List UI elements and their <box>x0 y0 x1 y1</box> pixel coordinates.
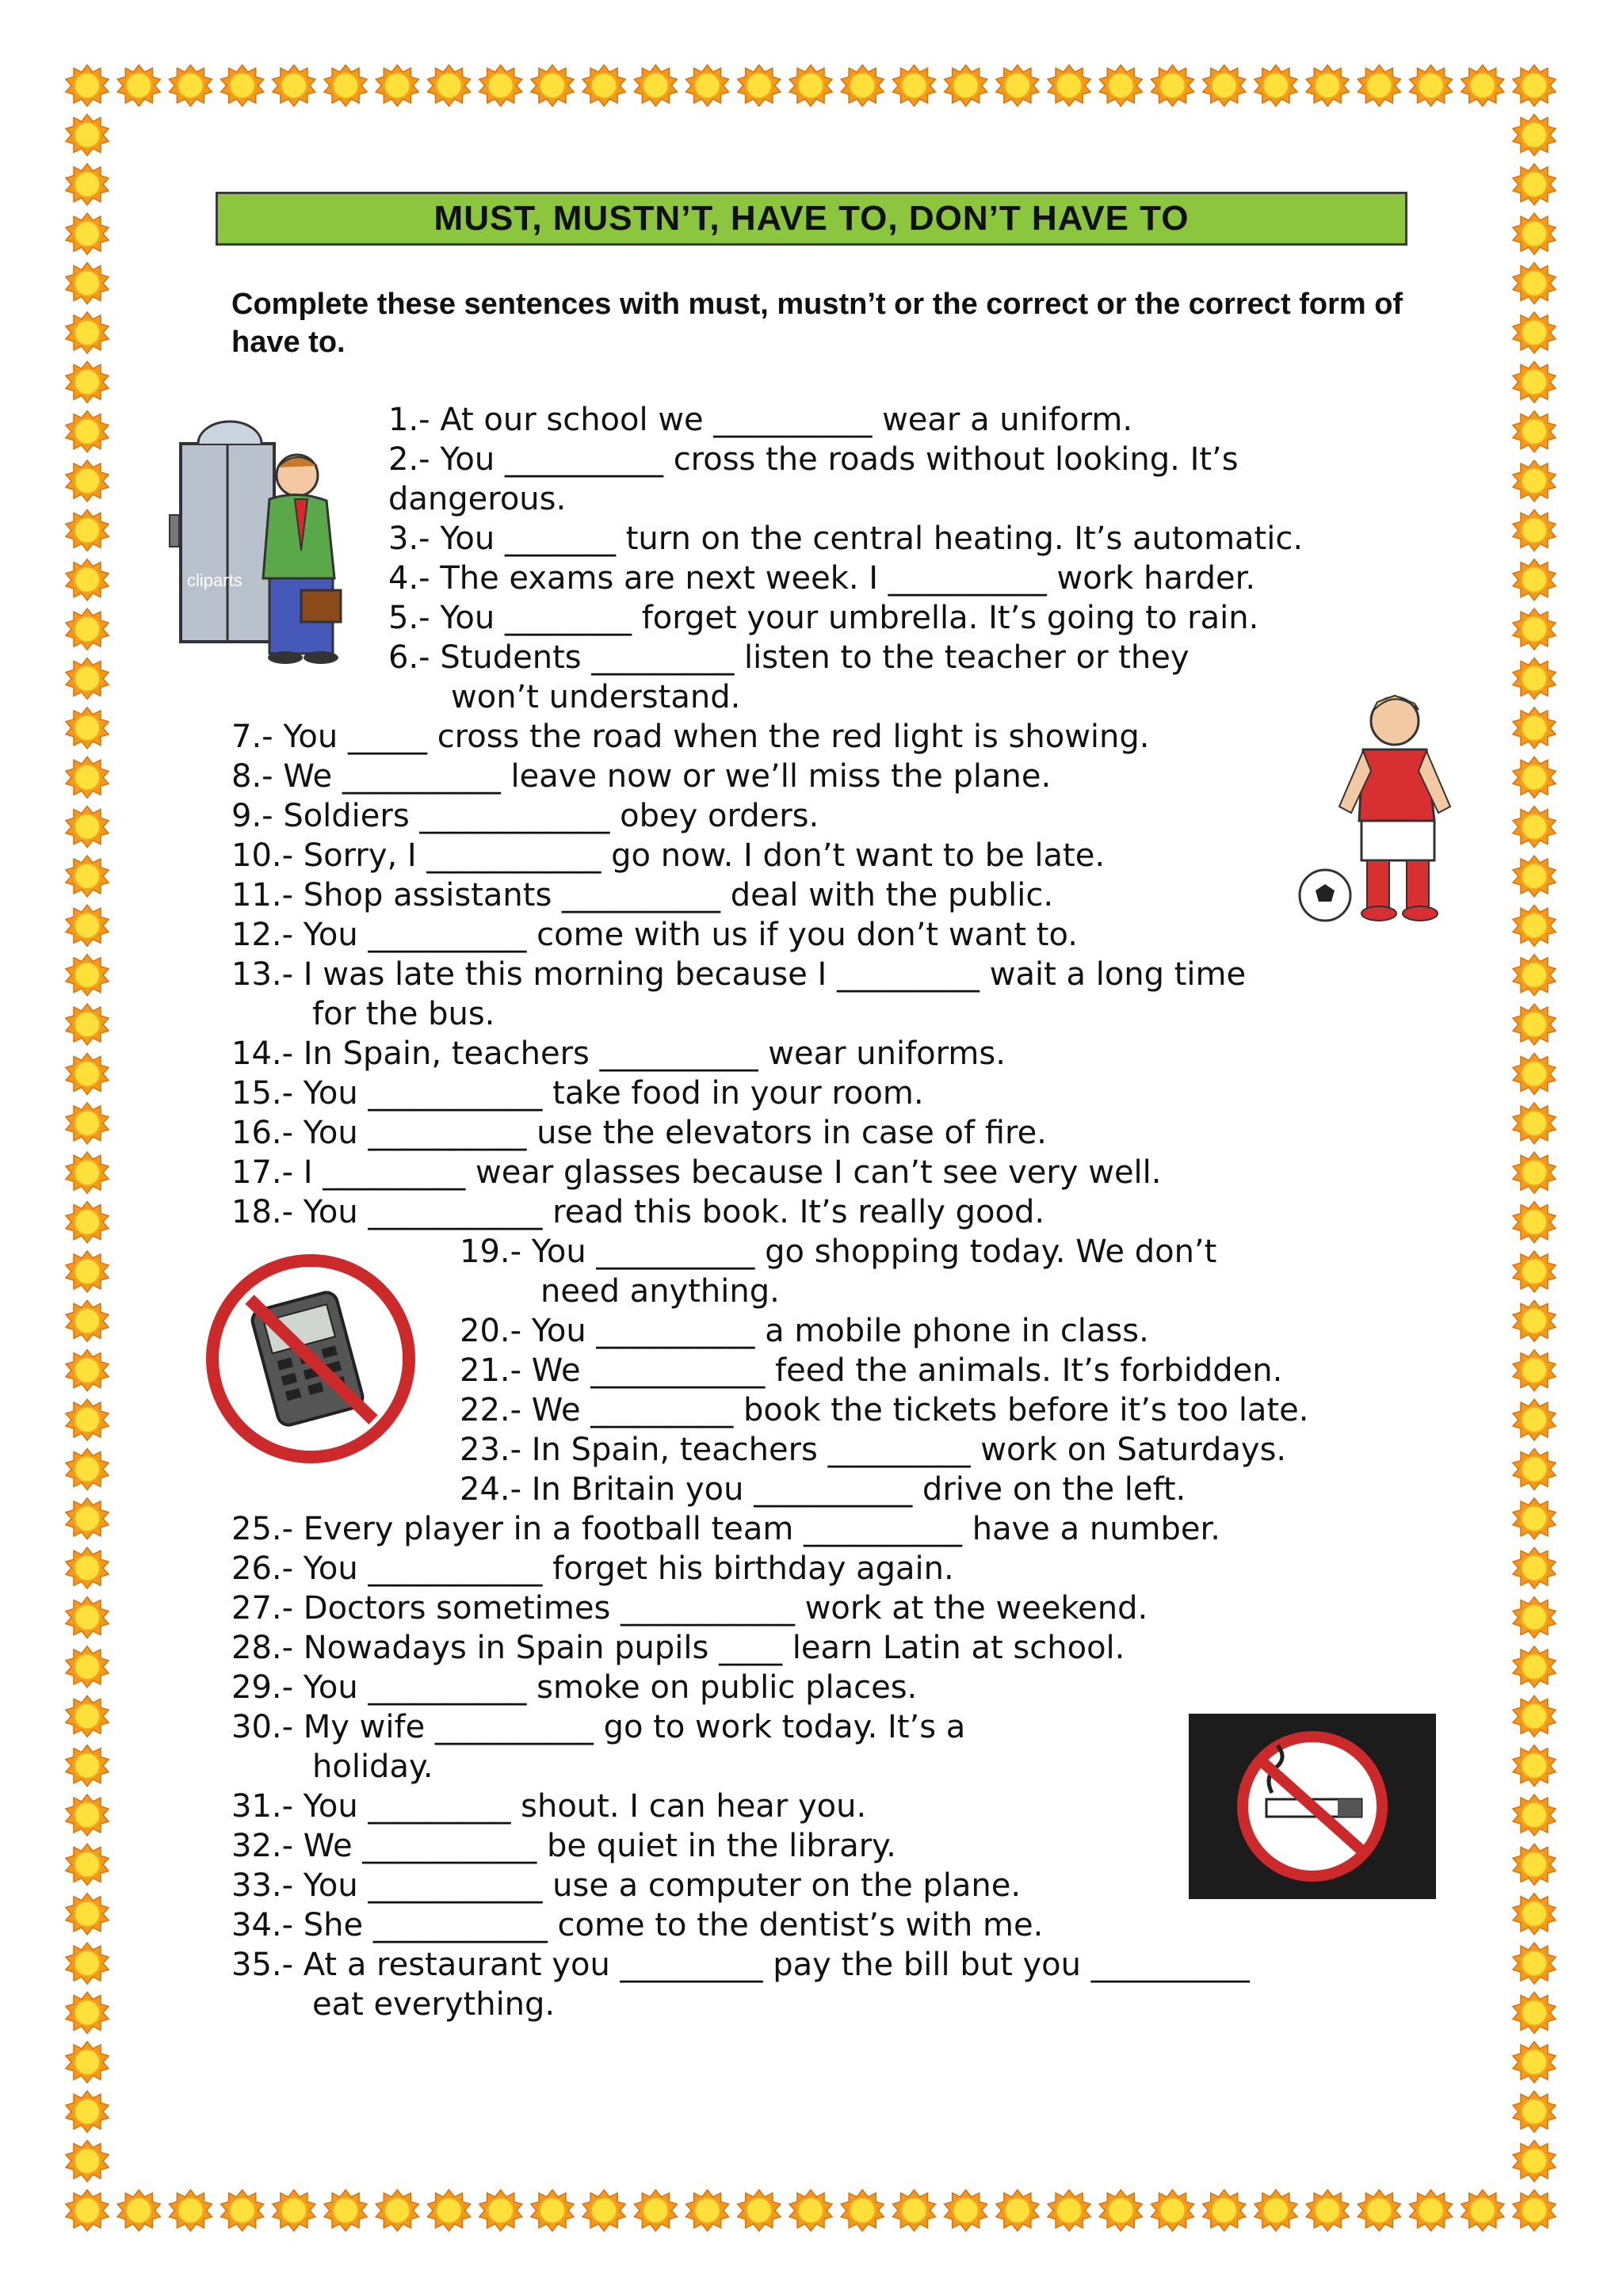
clipart-watermark: cliparts <box>187 570 242 590</box>
footballer-clipart <box>1292 688 1482 933</box>
sentence-line: 10.- Sorry, I ___________ go now. I don’t want to be late. <box>231 837 1106 874</box>
sentence-line: for the bus. <box>312 996 495 1032</box>
sentence-line: 14.- In Spain, teachers __________ wear uniforms. <box>231 1035 1006 1072</box>
sentence-line: 11.- Shop assistants __________ deal with the public. <box>231 877 1054 913</box>
no-smoking-sign <box>1189 1714 1436 1899</box>
sentence-line: 3.- You _______ turn on the central heating. It’s automatic. <box>388 521 1304 557</box>
sentence-line: 5.- You ________ forget your umbrella. It’s going to rain. <box>388 600 1259 636</box>
sentence-line: 26.- You ___________ forget his birthday again. <box>231 1550 954 1587</box>
title-box <box>216 192 1407 246</box>
sentence-line: 9.- Soldiers ____________ obey orders. <box>231 798 819 834</box>
sentence-line: 28.- Nowadays in Spain pupils ____ learn Latin at school. <box>231 1630 1125 1666</box>
office-man-clipart <box>158 412 365 666</box>
sentence-line: 7.- You _____ cross the road when the red light is showing. <box>231 719 1150 755</box>
sentence-line: dangerous. <box>388 481 567 517</box>
sentence-line: 25.- Every player in a football team __________ have a number. <box>231 1511 1221 1547</box>
sentence-line: 23.- In Spain, teachers _________ work on Saturdays. <box>460 1432 1287 1468</box>
page-title: MUST, MUSTN’T, HAVE TO, DON’T HAVE TO <box>433 199 1190 238</box>
sentence-line: 31.- You _________ shout. I can hear you. <box>231 1788 867 1825</box>
sentence-line: 2.- You __________ cross the roads without looking. It’s <box>388 441 1239 478</box>
sentence-line: 17.- I _________ wear glasses because I can’t see very well. <box>231 1154 1162 1191</box>
sentence-line: 4.- The exams are next week. I __________ work harder. <box>388 560 1256 597</box>
sentence-line: won’t understand. <box>451 679 741 715</box>
sentence-line: 6.- Students _________ listen to the teacher or they <box>388 639 1190 676</box>
sentence-line: 34.- She ___________ come to the dentist’s with me. <box>231 1907 1044 1943</box>
sentence-line: 32.- We ___________ be quiet in the library. <box>231 1828 896 1864</box>
instructions: Complete these sentences with must, mustn’t or the correct or the correct form of have to. <box>231 288 1403 359</box>
no-phone-sign <box>202 1252 420 1466</box>
sentence-line: 35.- At a restaurant you _________ pay the bill but you __________ <box>231 1947 1250 1983</box>
sentence-line: 18.- You ___________ read this book. It’s really good. <box>231 1194 1045 1230</box>
sentence-line: 8.- We __________ leave now or we’ll miss the plane. <box>231 758 1052 795</box>
sentence-line: need anything. <box>540 1273 780 1310</box>
sentence-line: 33.- You ___________ use a computer on the plane. <box>231 1867 1022 1904</box>
sentence-line: 1.- At our school we __________ wear a uniform. <box>388 402 1133 438</box>
sentence-line: 30.- My wife __________ go to work today. It’s a <box>231 1709 966 1745</box>
sentence-line: 20.- You __________ a mobile phone in class. <box>460 1313 1149 1349</box>
sentence-line: 21.- We ___________ feed the animals. It’s forbidden. <box>460 1352 1283 1389</box>
sentence-line: 22.- We _________ book the tickets before it’s too late. <box>460 1392 1309 1428</box>
sentence-line: 19.- You __________ go shopping today. We don’t <box>460 1234 1217 1270</box>
sentence-line: 24.- In Britain you __________ drive on the left. <box>460 1471 1186 1508</box>
sentence-line: 12.- You __________ come with us if you don’t want to. <box>231 917 1078 953</box>
sentence-line: holiday. <box>312 1749 433 1785</box>
sentence-line: eat everything. <box>312 1986 556 2023</box>
sentence-line: 29.- You __________ smoke on public places. <box>231 1669 918 1706</box>
sentence-line: 13.- I was late this morning because I _________ wait a long time <box>231 956 1247 993</box>
sentence-line: 15.- You ___________ take food in your room. <box>231 1075 924 1112</box>
sentence-line: 16.- You __________ use the elevators in case of fire. <box>231 1115 1047 1151</box>
sentence-line: 27.- Doctors sometimes ___________ work at the weekend. <box>231 1590 1148 1627</box>
